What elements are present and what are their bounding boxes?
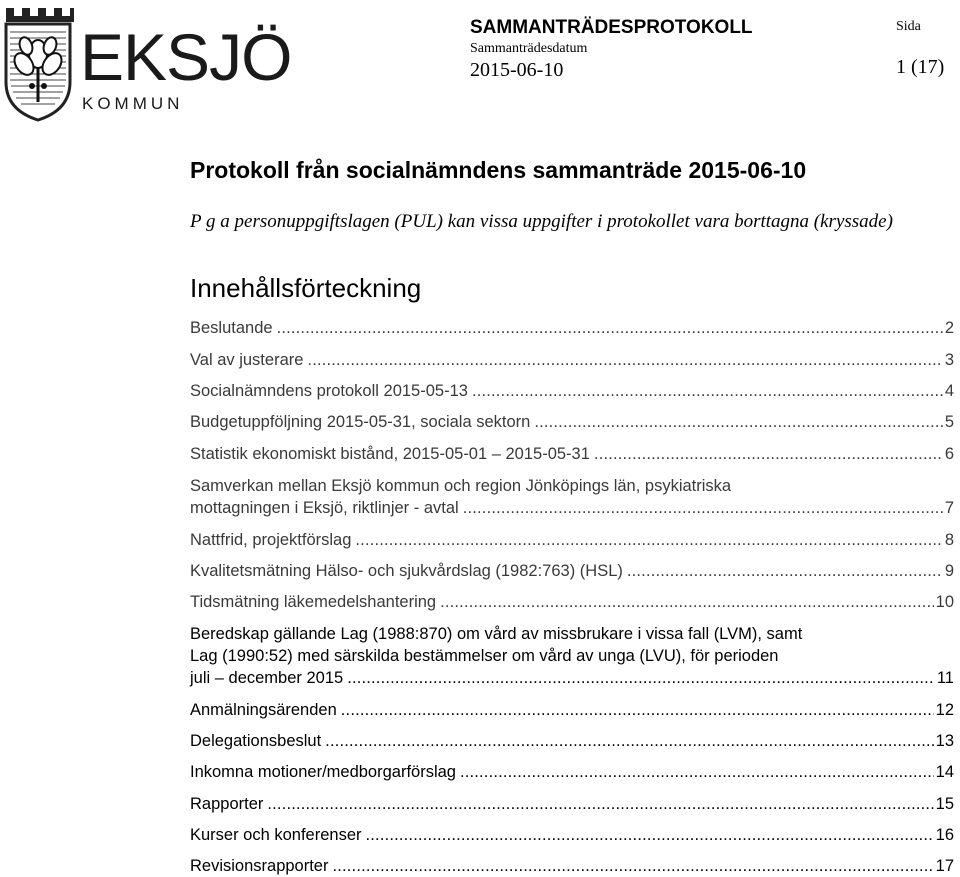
toc-entry[interactable] xyxy=(190,475,954,519)
toc-entry[interactable] xyxy=(190,824,954,846)
toc-entry[interactable] xyxy=(190,349,954,371)
toc-entry[interactable] xyxy=(190,443,954,465)
toc-leader-dots xyxy=(341,699,934,721)
logo-brand-text: EKSJÖ xyxy=(80,20,292,94)
toc-page-number: 4 xyxy=(944,382,954,400)
toc-entry[interactable] xyxy=(190,591,954,613)
toc-entry-title: Anmälningsärenden xyxy=(190,701,337,719)
toc-heading: Innehållsförteckning xyxy=(190,273,422,303)
toc-entry-title: juli – december 2015 xyxy=(190,669,344,687)
toc-entry[interactable] xyxy=(190,411,954,433)
toc-page-number: 15 xyxy=(935,795,954,813)
toc-page-number: 12 xyxy=(935,701,954,719)
coat-of-arms-icon xyxy=(2,2,74,122)
toc-leader-dots xyxy=(325,730,933,752)
municipality-logo xyxy=(0,0,292,124)
toc-page-number: 11 xyxy=(936,669,954,687)
toc-entry-title: Tidsmätning läkemedelshantering xyxy=(190,593,437,611)
toc-entry-title: Rapporter xyxy=(190,795,264,813)
toc-page-number: 13 xyxy=(935,732,954,750)
toc-page-number: 6 xyxy=(944,445,954,463)
toc-entry-title: Kvalitetsmätning Hälso- och sjukvårdslag (1982:763) (HSL) xyxy=(190,562,623,580)
toc-leader-dots xyxy=(463,497,943,519)
privacy-note: P g a personuppgiftslagen (PUL) kan vissa uppgifter i protokollet vara borttagna (kryssade) xyxy=(190,211,893,232)
toc-leader-dots xyxy=(472,380,943,402)
toc-entry[interactable] xyxy=(190,793,954,815)
toc-entry-title: Socialnämndens protokoll 2015-05-13 xyxy=(190,382,468,400)
logo-sub-text: KOMMUN xyxy=(82,94,184,113)
toc-entry-title: Budgetuppföljning 2015-05-31, sociala sektorn xyxy=(190,413,531,431)
toc-entry-title: mottagningen i Eksjö, riktlinjer - avtal xyxy=(190,499,459,517)
toc-page-number: 10 xyxy=(935,593,954,611)
toc-entry-title: Inkomna motioner/medborgarförslag xyxy=(190,763,456,781)
toc-entry[interactable] xyxy=(190,529,954,551)
toc-entry-title: Kurser och konferenser xyxy=(190,826,362,844)
document-type: SAMMANTRÄDESPROTOKOLL xyxy=(470,17,753,38)
toc-entry[interactable] xyxy=(190,380,954,402)
toc-entry-title: Delegationsbeslut xyxy=(190,732,322,750)
toc-entry[interactable] xyxy=(190,761,954,783)
toc-leader-dots xyxy=(627,560,943,582)
toc-leader-dots xyxy=(460,761,934,783)
toc-entry[interactable] xyxy=(190,699,954,721)
toc-page-number: 5 xyxy=(944,413,954,431)
toc-page-number: 14 xyxy=(935,763,954,781)
toc-page-number: 9 xyxy=(944,562,954,580)
toc-page-number: 2 xyxy=(944,319,954,337)
meeting-date: 2015-06-10 xyxy=(470,59,564,81)
toc-leader-dots xyxy=(332,855,933,877)
toc-leader-dots xyxy=(267,793,933,815)
toc-page-number: 8 xyxy=(944,531,954,549)
toc-entry-title: Beslutande xyxy=(190,319,273,337)
toc-entry-title: Lag (1990:52) med särskilda bestämmelser om vård av unga (LVU), för perioden xyxy=(190,647,779,665)
toc-page-number: 17 xyxy=(935,857,954,875)
toc-page-number: 7 xyxy=(944,499,954,517)
toc-entry[interactable] xyxy=(190,855,954,877)
page-label: Sida xyxy=(896,19,921,34)
toc-entry-title: Samverkan mellan Eksjö kommun och region Jönköpings län, psykiatriska xyxy=(190,477,732,495)
toc-leader-dots xyxy=(277,317,943,339)
toc-leader-dots xyxy=(534,411,942,433)
toc-entry-title: Nattfrid, projektförslag xyxy=(190,531,352,549)
toc-leader-dots xyxy=(440,591,934,613)
toc-entry-title: Revisionsrapporter xyxy=(190,857,329,875)
toc-leader-dots xyxy=(366,824,934,846)
toc-leader-dots xyxy=(307,349,942,371)
toc-page-number: 3 xyxy=(944,351,954,369)
toc-page-number: 16 xyxy=(935,826,954,844)
document-title: Protokoll från socialnämndens sammanträde 2015-06-10 xyxy=(190,157,807,183)
meeting-date-label: Sammanträdesdatum xyxy=(470,41,588,56)
toc-entry-title: Statistik ekonomiskt bistånd, 2015-05-01 – 2015-05-31 xyxy=(190,445,590,463)
toc-leader-dots xyxy=(347,667,935,689)
toc-entry[interactable] xyxy=(190,623,954,689)
toc-entry-title: Beredskap gällande Lag (1988:870) om vård av missbrukare i vissa fall (LVM), samt xyxy=(190,625,803,643)
toc-leader-dots xyxy=(594,443,943,465)
toc-entry[interactable] xyxy=(190,317,954,339)
toc-entry[interactable] xyxy=(190,730,954,752)
toc-entry[interactable] xyxy=(190,560,954,582)
page-number: 1 (17) xyxy=(896,56,945,78)
toc-leader-dots xyxy=(355,529,942,551)
toc-entry-title: Val av justerare xyxy=(190,351,304,369)
